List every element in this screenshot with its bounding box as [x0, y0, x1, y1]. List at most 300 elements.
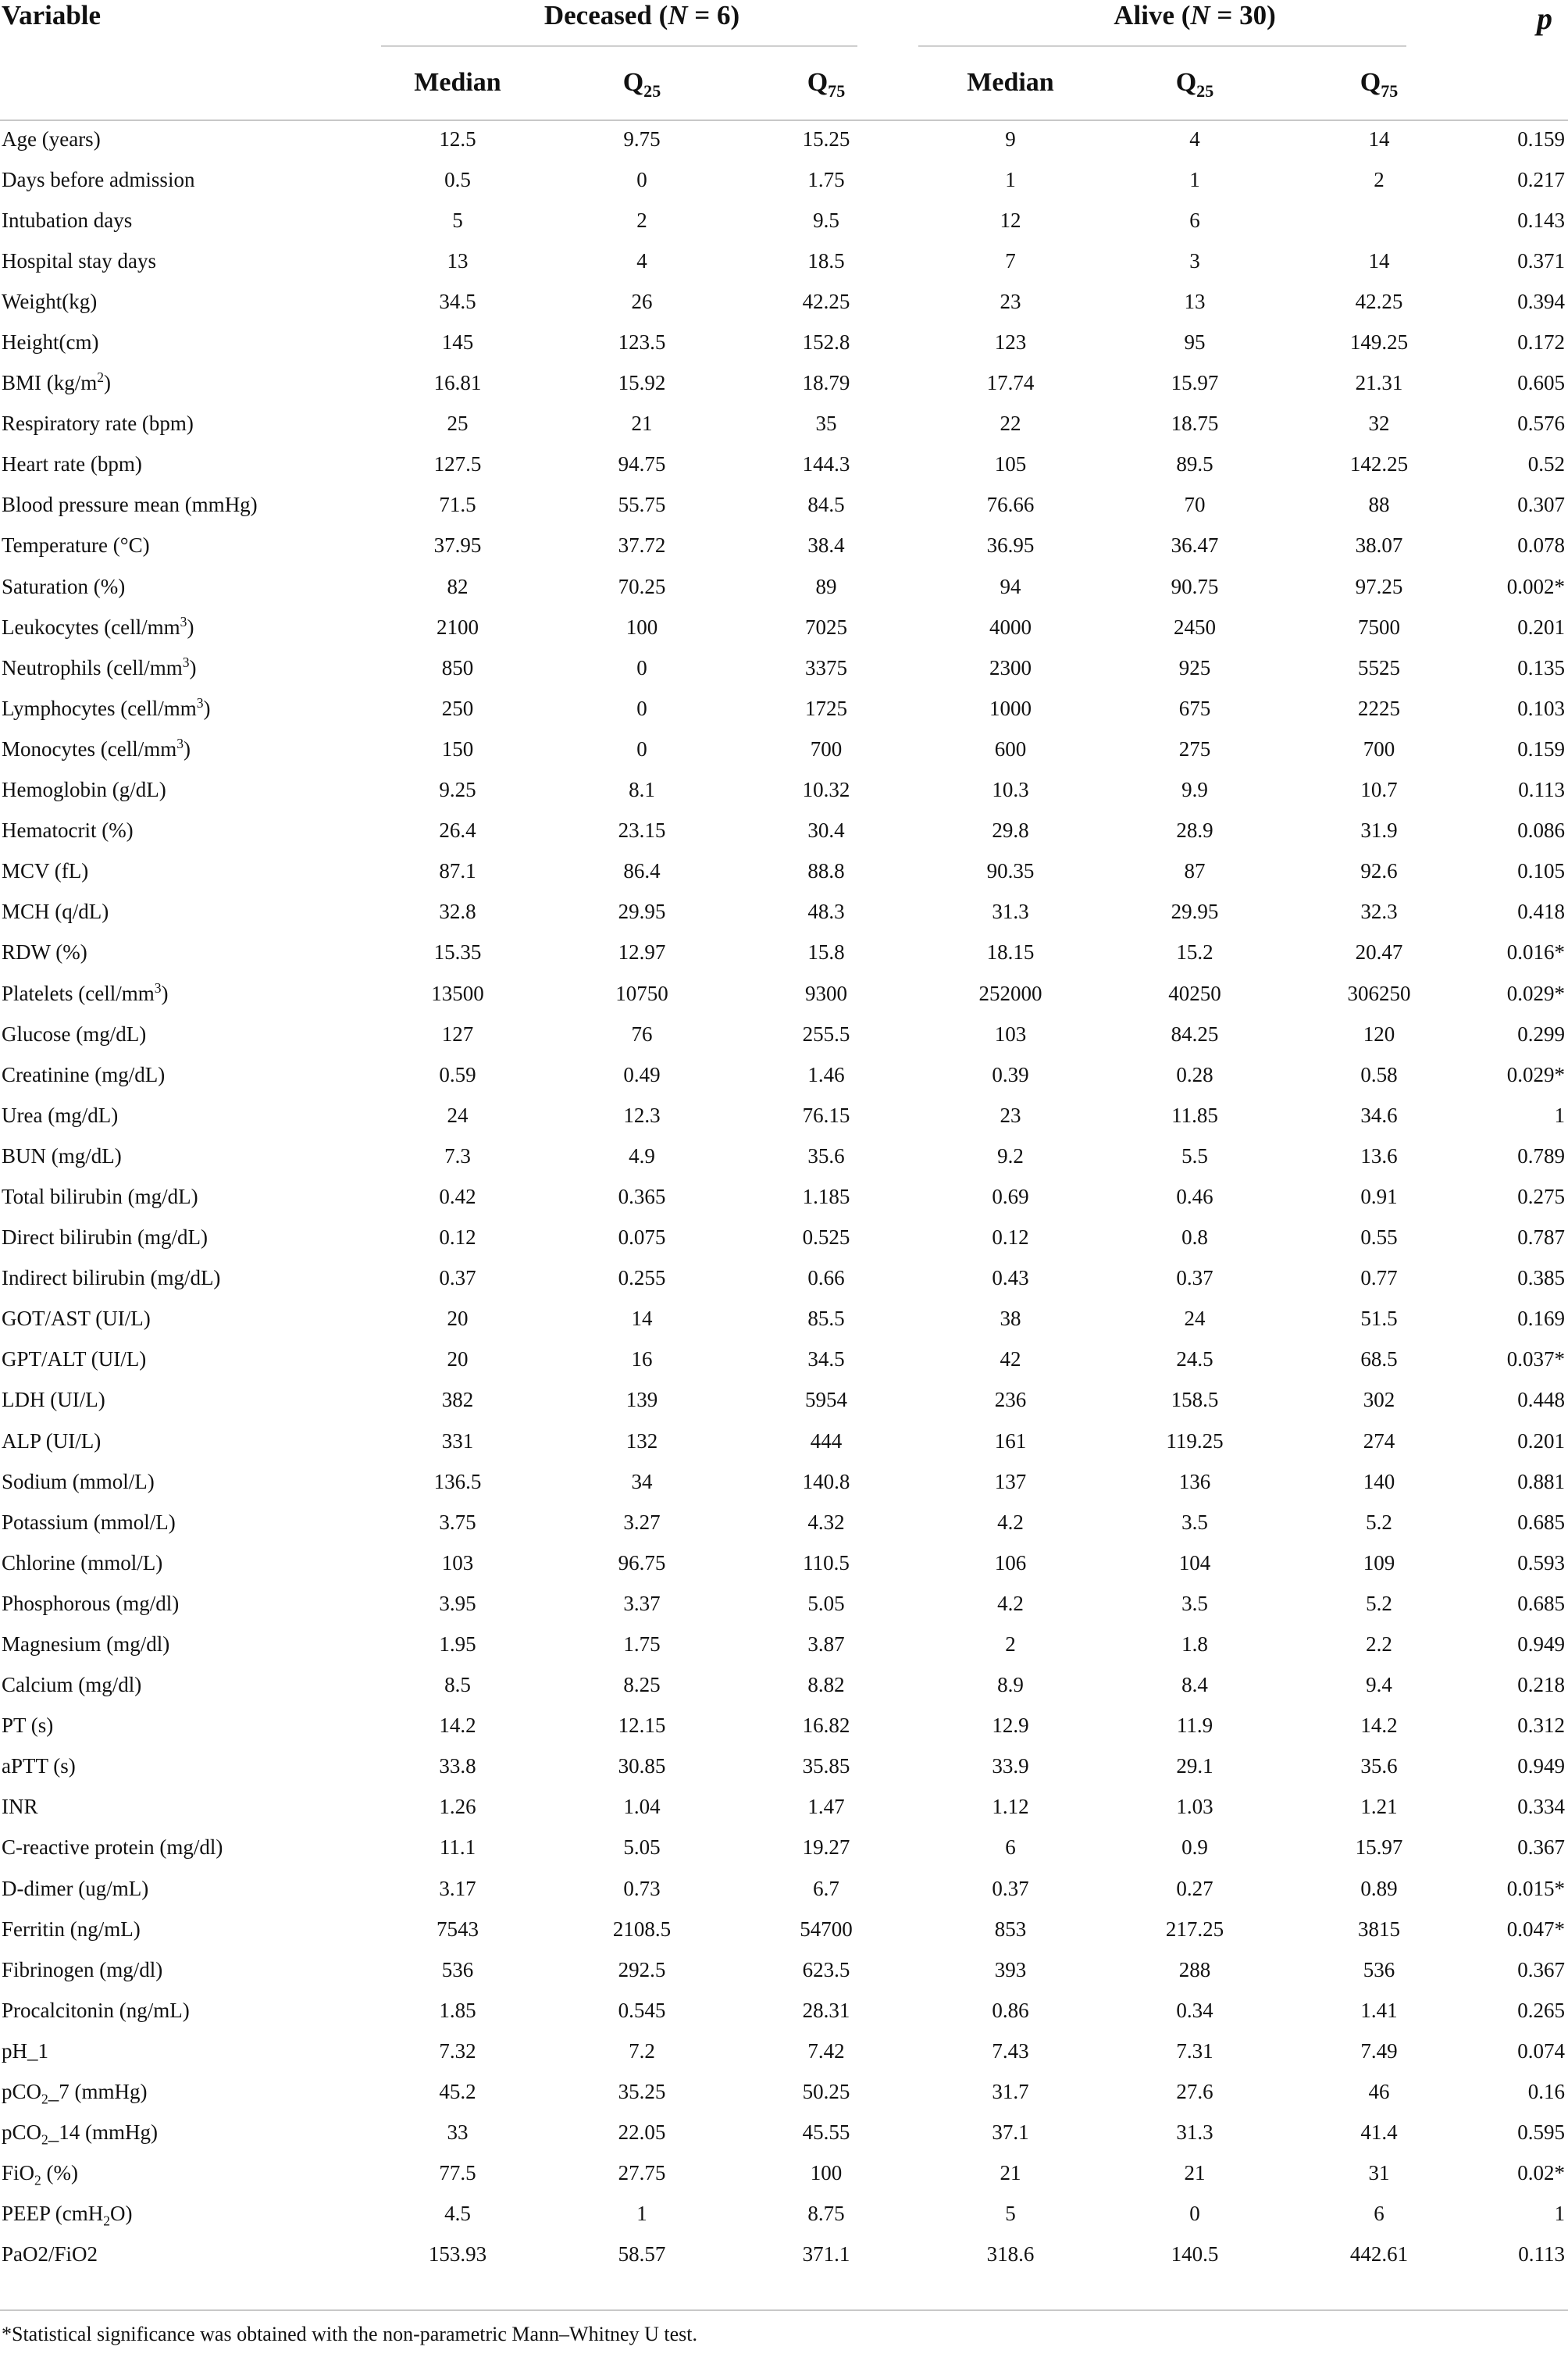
cell-d-q25: 15.92	[618, 371, 666, 395]
cell-a-q25: 104	[1178, 1550, 1211, 1575]
cell-a-q25: 70	[1184, 493, 1206, 517]
cell-a-q75: 51.5	[1360, 1307, 1398, 1331]
cell-p-value: 0.169	[1517, 1307, 1566, 1331]
cell-a-q25: 2450	[1174, 615, 1216, 639]
cell-d-q25: 12.97	[618, 940, 666, 965]
cell-a-med: 137	[994, 1469, 1027, 1493]
row-label: LDH (UI/L)	[2, 1388, 105, 1412]
cell-d-q75: 1.46	[807, 1062, 845, 1086]
cell-d-q75: 84.5	[807, 493, 845, 517]
cell-a-q75: 20.47	[1355, 940, 1403, 965]
cell-p-value: 0.685	[1517, 1591, 1566, 1615]
cell-a-q75: 142.25	[1349, 452, 1409, 476]
cell-p-value: 0.105	[1517, 859, 1566, 883]
cell-d-med: 7.3	[444, 1143, 471, 1168]
cell-d-q25: 94.75	[618, 452, 666, 476]
cell-a-med: 1.12	[992, 1795, 1029, 1819]
cell-d-q25: 0	[636, 167, 647, 191]
cell-a-q25: 3.5	[1181, 1591, 1208, 1615]
cell-a-q25: 0.34	[1176, 1998, 1213, 2022]
table-row	[0, 2194, 1568, 2234]
table-row	[0, 1542, 1568, 1583]
cell-a-q75: 21.31	[1355, 371, 1403, 395]
cell-a-q25: 9.9	[1181, 778, 1208, 802]
table-row	[0, 1014, 1568, 1054]
cell-a-q75: 13.6	[1360, 1143, 1398, 1168]
cell-d-q25: 23.15	[618, 819, 666, 843]
cell-a-q25: 925	[1178, 655, 1211, 679]
row-label: PaO2/FiO2	[2, 2242, 98, 2266]
cell-d-q25: 4	[636, 248, 647, 273]
cell-d-med: 153.93	[428, 2242, 487, 2266]
cell-p-value: 1	[1554, 2202, 1566, 2226]
cell-a-q75: 302	[1363, 1388, 1395, 1412]
cell-d-q75: 152.8	[802, 330, 850, 355]
cell-a-med: 2	[1005, 1632, 1016, 1657]
header-alive: Alive (N = 30)	[1114, 0, 1276, 30]
cell-d-med: 331	[441, 1428, 474, 1453]
cell-d-q25: 76	[631, 1022, 653, 1046]
row-label: Calcium (mg/dl)	[2, 1673, 142, 1697]
header-alive-group	[918, 0, 1471, 47]
cell-d-q25: 0.545	[618, 1998, 666, 2022]
cell-d-med: 45.2	[439, 2080, 476, 2104]
cell-d-q75: 1.47	[807, 1795, 845, 1819]
cell-a-q75: 6	[1374, 2202, 1384, 2226]
cell-a-q25: 0.28	[1176, 1062, 1213, 1086]
cell-d-q25: 12.3	[623, 1103, 661, 1127]
cell-d-q75: 35.6	[807, 1143, 845, 1168]
cell-d-q75: 3.87	[807, 1632, 845, 1657]
cell-p-value: 0.595	[1517, 2120, 1566, 2145]
table-row	[0, 851, 1568, 892]
table-row	[0, 404, 1568, 444]
cell-d-q25: 0.255	[618, 1266, 666, 1290]
cell-d-q25: 0.365	[618, 1184, 666, 1208]
cell-a-q25: 24.5	[1176, 1347, 1213, 1371]
cell-a-q25: 3	[1189, 248, 1200, 273]
table-row	[0, 363, 1568, 404]
cell-d-q25: 1.04	[623, 1795, 661, 1819]
table-row	[0, 1299, 1568, 1339]
row-label: FiO$_2$ (%)	[2, 2161, 79, 2188]
cell-d-med: 0.37	[439, 1266, 476, 1290]
cell-a-med: 9	[1005, 127, 1016, 151]
row-label: Direct bilirubin (mg/dL)	[2, 1225, 208, 1250]
row-label: BMI $(kg/m^2)$	[2, 369, 112, 395]
cell-a-q75: 32.3	[1360, 900, 1398, 924]
cell-a-q25: 29.95	[1171, 900, 1219, 924]
table-row	[0, 1909, 1568, 1949]
row-label: ALP (UI/L)	[2, 1428, 102, 1453]
table-row	[0, 444, 1568, 485]
cell-d-q75: 0.66	[807, 1266, 845, 1290]
row-label: aPTT (s)	[2, 1754, 76, 1778]
row-label: GOT/AST (UI/L)	[2, 1307, 151, 1331]
cell-d-med: 0.59	[439, 1062, 476, 1086]
row-label: Blood pressure mean (mmHg)	[2, 493, 258, 517]
cell-a-q25: 0.46	[1176, 1184, 1213, 1208]
table-row	[0, 1746, 1568, 1787]
table-row	[0, 1665, 1568, 1706]
cell-d-q75: 4.32	[807, 1510, 845, 1534]
cell-d-q25: 5.05	[623, 1835, 661, 1860]
cell-d-med: 26.4	[439, 819, 476, 843]
cell-a-q25: 158.5	[1171, 1388, 1219, 1412]
cell-a-q75: 14	[1368, 248, 1390, 273]
cell-d-q25: 3.27	[623, 1510, 661, 1534]
cell-a-q75: 7500	[1358, 615, 1400, 639]
cell-d-q75: 48.3	[807, 900, 845, 924]
table-row	[0, 526, 1568, 566]
cell-a-q75: 140	[1363, 1469, 1395, 1493]
cell-d-q25: 0.49	[623, 1062, 661, 1086]
cell-p-value: 0.789	[1517, 1143, 1566, 1168]
cell-a-med: 9.2	[997, 1143, 1024, 1168]
cell-d-med: 4.5	[444, 2202, 471, 2226]
table-row	[0, 2234, 1568, 2275]
cell-a-q75: 7.49	[1360, 2038, 1398, 2063]
header-variable: Variable	[2, 0, 102, 30]
header-row-groups	[0, 0, 1568, 47]
cell-a-q75: 41.4	[1360, 2120, 1398, 2145]
cell-a-q75: 306250	[1347, 981, 1411, 1005]
cell-p-value: 0.334	[1517, 1795, 1566, 1819]
cell-d-q25: 0.73	[623, 1876, 661, 1900]
cell-d-med: 1.95	[439, 1632, 476, 1657]
table-row	[0, 1706, 1568, 1746]
cell-a-q75: 14	[1368, 127, 1390, 151]
cell-p-value: 0.371	[1517, 248, 1566, 273]
cell-d-q75: 38.4	[807, 533, 845, 558]
cell-d-q75: 35.85	[802, 1754, 850, 1778]
header-alive-median: Median	[967, 68, 1054, 97]
cell-d-q25: 29.95	[618, 900, 666, 924]
cell-a-q75: 46	[1368, 2080, 1390, 2104]
cell-p-value: 0.074	[1517, 2038, 1566, 2063]
cell-a-q25: 24	[1184, 1307, 1206, 1331]
cell-p-value: 0.135	[1517, 655, 1566, 679]
cell-a-med: 36.95	[986, 533, 1035, 558]
table-row	[0, 159, 1568, 200]
cell-a-q75: 3815	[1358, 1917, 1400, 1941]
cell-p-value: 0.312	[1517, 1714, 1566, 1738]
cell-a-q75: 149.25	[1349, 330, 1409, 355]
cell-d-q75: 1.185	[802, 1184, 850, 1208]
cell-a-q25: 29.1	[1176, 1754, 1213, 1778]
cell-d-q75: 15.8	[807, 940, 845, 965]
row-label: Fibrinogen (mg/dl)	[2, 1957, 163, 1981]
cell-d-q75: 7.42	[807, 2038, 845, 2063]
footer-rule	[0, 2309, 1568, 2311]
row-label: MCV (fL)	[2, 859, 89, 883]
row-label: Glucose (mg/dL)	[2, 1022, 147, 1046]
cell-d-q25: 139	[625, 1388, 658, 1412]
row-label: PT (s)	[2, 1714, 54, 1738]
cell-a-q25: 90.75	[1171, 574, 1219, 598]
cell-a-q75: 31	[1368, 2161, 1390, 2185]
cell-a-q25: 0.37	[1176, 1266, 1213, 1290]
cell-d-med: 3.95	[439, 1591, 476, 1615]
cell-a-q75: 2.2	[1366, 1632, 1392, 1657]
cell-a-med: 106	[994, 1550, 1027, 1575]
cell-d-q75: 444	[810, 1428, 843, 1453]
cell-p-value: 0.113	[1518, 2242, 1566, 2266]
cell-p-value: 0.576	[1517, 412, 1566, 436]
cell-a-med: 17.74	[986, 371, 1035, 395]
cell-d-med: 0.42	[439, 1184, 476, 1208]
row-label: Hemoglobin (g/dL)	[2, 778, 166, 802]
header-row-stats	[0, 47, 1568, 119]
cell-p-value: 0.02*	[1517, 2161, 1566, 2185]
table-row	[0, 688, 1568, 729]
cell-a-q25: 15.97	[1171, 371, 1219, 395]
cell-d-q25: 96.75	[618, 1550, 666, 1575]
cell-a-q75: 120	[1363, 1022, 1395, 1046]
cell-d-q75: 8.82	[807, 1673, 845, 1697]
cell-a-q75: 0.77	[1360, 1266, 1398, 1290]
cell-d-med: 13500	[431, 981, 484, 1005]
cell-a-q75: 109	[1363, 1550, 1395, 1575]
cell-a-med: 7	[1005, 248, 1016, 273]
cell-d-q25: 292.5	[618, 1957, 666, 1981]
cell-a-q25: 0	[1189, 2202, 1200, 2226]
table-row	[0, 2113, 1568, 2153]
cell-d-med: 3.17	[439, 1876, 476, 1900]
cell-d-q75: 35	[815, 412, 837, 436]
cell-d-q75: 15.25	[802, 127, 850, 151]
header-deceased-group	[365, 0, 918, 47]
cell-a-q75: 14.2	[1360, 1714, 1398, 1738]
cell-a-q25: 0.8	[1181, 1225, 1208, 1250]
cell-p-value: 0.385	[1517, 1266, 1566, 1290]
cell-d-q75: 45.55	[802, 2120, 850, 2145]
cell-a-q25: 5.5	[1181, 1143, 1208, 1168]
row-label: Days before admission	[2, 167, 195, 191]
cell-a-med: 105	[994, 452, 1027, 476]
cell-a-med: 1000	[989, 696, 1032, 720]
cell-a-med: 2300	[989, 655, 1032, 679]
cell-d-q25: 3.37	[623, 1591, 661, 1615]
row-label: Height(cm)	[2, 330, 99, 355]
cell-d-q25: 37.72	[618, 533, 666, 558]
cell-d-q75: 255.5	[802, 1022, 850, 1046]
cell-d-q75: 34.5	[807, 1347, 845, 1371]
table-row	[0, 1054, 1568, 1095]
cell-d-med: 0.5	[444, 167, 471, 191]
table-row	[0, 1502, 1568, 1542]
cell-d-q25: 58.57	[618, 2242, 666, 2266]
cell-a-med: 90.35	[986, 859, 1035, 883]
cell-d-med: 16.81	[433, 371, 482, 395]
cell-a-q75: 5.2	[1366, 1591, 1392, 1615]
cell-a-q75: 9.4	[1366, 1673, 1392, 1697]
cell-d-q75: 30.4	[807, 819, 845, 843]
cell-a-med: 38	[1000, 1307, 1021, 1331]
cell-a-med: 12	[1000, 208, 1021, 232]
row-label: Hematocrit (%)	[2, 819, 134, 843]
cell-a-med: 31.3	[992, 900, 1029, 924]
cell-a-med: 10.3	[992, 778, 1029, 802]
cell-d-q75: 623.5	[802, 1957, 850, 1981]
cell-a-q25: 136	[1178, 1469, 1211, 1493]
cell-a-q75: 97.25	[1355, 574, 1403, 598]
cell-a-med: 33.9	[992, 1754, 1029, 1778]
table-row	[0, 281, 1568, 322]
cell-d-q25: 0.075	[618, 1225, 666, 1250]
cell-a-q25: 0.9	[1181, 1835, 1208, 1860]
cell-d-q75: 1725	[805, 696, 847, 720]
table-row	[0, 1095, 1568, 1136]
cell-a-med: 12.9	[992, 1714, 1029, 1738]
cell-p-value: 0.159	[1517, 736, 1566, 761]
cell-d-q25: 35.25	[618, 2080, 666, 2104]
cell-d-q75: 5.05	[807, 1591, 845, 1615]
row-label: Hospital stay days	[2, 248, 156, 273]
cell-a-med: 103	[994, 1022, 1027, 1046]
row-label: RDW (%)	[2, 940, 87, 965]
cell-a-q75: 1.41	[1360, 1998, 1398, 2022]
header-p-spacer	[1471, 47, 1568, 119]
cell-d-q25: 7.2	[629, 2038, 655, 2063]
table-row	[0, 1949, 1568, 1990]
row-label: INR	[2, 1795, 38, 1819]
row-label: Age (years)	[2, 127, 101, 151]
header-deceased-median: Median	[414, 68, 501, 97]
cell-a-q75: 442.61	[1349, 2242, 1409, 2266]
table-row	[0, 1990, 1568, 2031]
row-label: pCO$_2$_14 (mmHg)	[2, 2120, 159, 2148]
cell-d-q75: 5954	[805, 1388, 847, 1412]
table-row	[0, 729, 1568, 769]
cell-d-q25: 86.4	[623, 859, 661, 883]
cell-p-value: 0.086	[1517, 819, 1566, 843]
cell-a-q25: 675	[1178, 696, 1211, 720]
cell-a-med: 161	[994, 1428, 1027, 1453]
table-row	[0, 1218, 1568, 1258]
cell-p-value: 0.103	[1517, 696, 1566, 720]
table-row	[0, 1787, 1568, 1828]
cell-a-q75: 536	[1363, 1957, 1395, 1981]
header-deceased-q75: $Q_{75}$	[807, 68, 846, 101]
cell-d-q25: 8.1	[629, 778, 655, 802]
cell-d-q25: 12.15	[618, 1714, 666, 1738]
cell-p-value: 0.605	[1517, 371, 1566, 395]
cell-d-med: 13	[447, 248, 469, 273]
cell-d-med: 33	[447, 2120, 469, 2145]
row-label: MCH (q/dL)	[2, 900, 109, 924]
cell-d-med: 0.12	[439, 1225, 476, 1250]
table-row	[0, 1461, 1568, 1502]
cell-d-q25: 16	[631, 1347, 653, 1371]
cell-a-med: 0.12	[992, 1225, 1029, 1250]
cell-d-q75: 7025	[805, 615, 847, 639]
cell-d-q75: 50.25	[802, 2080, 850, 2104]
cell-a-med: 29.8	[992, 819, 1029, 843]
cell-d-q75: 54700	[800, 1917, 853, 1941]
row-label: Urea (mg/dL)	[2, 1103, 119, 1127]
table-row	[0, 1136, 1568, 1176]
cell-a-q25: 1	[1189, 167, 1200, 191]
cell-d-q25: 55.75	[618, 493, 666, 517]
cell-d-q25: 22.05	[618, 2120, 666, 2145]
row-label: pCO$_2$_7 (mmHg)	[2, 2080, 148, 2107]
cell-a-med: 393	[994, 1957, 1027, 1981]
cell-a-med: 76.66	[986, 493, 1035, 517]
cell-d-med: 382	[441, 1388, 474, 1412]
cell-a-q75: 35.6	[1360, 1754, 1398, 1778]
cell-a-q25: 275	[1178, 736, 1211, 761]
cell-a-med: 236	[994, 1388, 1027, 1412]
cell-a-q75: 274	[1363, 1428, 1395, 1453]
cell-a-q75: 0.91	[1360, 1184, 1398, 1208]
cell-d-med: 8.5	[444, 1673, 471, 1697]
cell-a-q75: 68.5	[1360, 1347, 1398, 1371]
cell-a-med: 853	[994, 1917, 1027, 1941]
header-alive-q25: $Q_{25}$	[1175, 68, 1214, 101]
cell-d-q25: 4.9	[629, 1143, 655, 1168]
cell-d-q25: 0	[636, 655, 647, 679]
table-row	[0, 1339, 1568, 1380]
cell-d-q75: 85.5	[807, 1307, 845, 1331]
table-row	[0, 811, 1568, 851]
row-label: Leukocytes $(cell/mm^3)$	[2, 613, 194, 639]
cell-d-med: 12.5	[439, 127, 476, 151]
cell-a-q75: 15.97	[1355, 1835, 1403, 1860]
cell-a-med: 8.9	[997, 1673, 1024, 1697]
cell-d-q75: 8.75	[807, 2202, 845, 2226]
cell-p-value: 0.143	[1517, 208, 1566, 232]
cell-p-value: 0.218	[1517, 1673, 1566, 1697]
cell-d-med: 127.5	[433, 452, 482, 476]
row-label: Lymphocytes $(cell/mm^3)$	[2, 694, 211, 720]
cell-a-med: 18.15	[986, 940, 1035, 965]
table-row	[0, 566, 1568, 607]
row-label: Weight(kg)	[2, 289, 98, 313]
cell-d-q25: 21	[631, 412, 653, 436]
cell-d-q25: 8.25	[623, 1673, 661, 1697]
table-row	[0, 2153, 1568, 2194]
cell-a-q75: 700	[1363, 736, 1395, 761]
cell-d-med: 850	[441, 655, 474, 679]
cell-d-q25: 34	[631, 1469, 653, 1493]
table-row	[0, 2031, 1568, 2071]
table-row	[0, 1421, 1568, 1461]
cell-a-q75: 34.6	[1360, 1103, 1398, 1127]
row-label: D-dimer (ug/mL)	[2, 1876, 149, 1900]
cell-d-q75: 100	[810, 2161, 843, 2185]
cell-p-value: 0.367	[1517, 1835, 1566, 1860]
cell-a-med: 7.43	[992, 2038, 1029, 2063]
cell-a-q75	[1287, 200, 1471, 241]
cell-a-q25: 18.75	[1171, 412, 1219, 436]
cell-d-q25: 2108.5	[612, 1917, 672, 1941]
header-spacer	[0, 47, 365, 119]
cell-d-q25: 14	[631, 1307, 653, 1331]
row-label: Intubation days	[2, 208, 133, 232]
cell-d-q75: 18.5	[807, 248, 845, 273]
cell-a-q75: 5525	[1358, 655, 1400, 679]
cell-a-q25: 87	[1184, 859, 1206, 883]
row-label: Temperature (°C)	[2, 533, 150, 558]
cell-a-med: 23	[1000, 289, 1021, 313]
cell-a-q25: 15.2	[1176, 940, 1213, 965]
cell-a-q75: 92.6	[1360, 859, 1398, 883]
cell-d-med: 87.1	[439, 859, 476, 883]
cell-d-med: 250	[441, 696, 474, 720]
row-label: Sodium (mmol/L)	[2, 1469, 155, 1493]
cell-a-q75: 0.55	[1360, 1225, 1398, 1250]
